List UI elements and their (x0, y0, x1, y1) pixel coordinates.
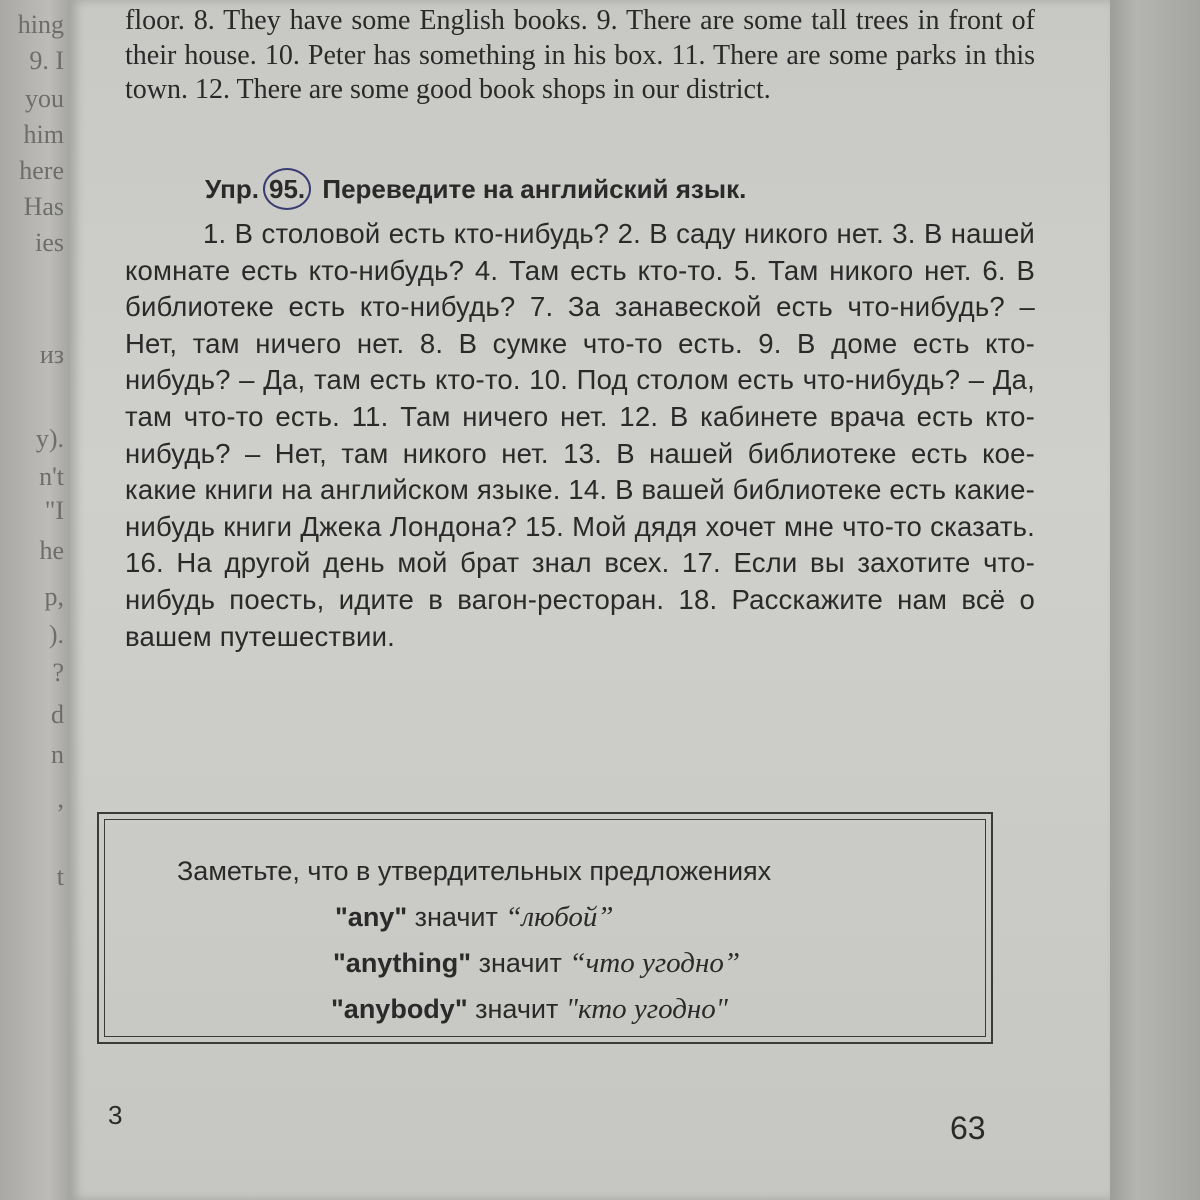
note-box (97, 812, 993, 1044)
adjacent-page-edge (0, 0, 70, 1200)
note-verb: значит (467, 994, 566, 1024)
note-term: "anything" (333, 948, 472, 978)
note-line-any (105, 894, 985, 940)
page-number: 63 (950, 1110, 986, 1146)
note-line-anybody (105, 986, 985, 1032)
adjacent-page-fragment: Has (23, 192, 64, 221)
adjacent-page-fragment: , (57, 784, 64, 813)
signature-mark: 3 (108, 1100, 123, 1130)
note-intro: Заметьте, что в утвердительных предложениях (177, 856, 772, 886)
note-term: "any" (335, 902, 408, 932)
note-line-anything (105, 940, 985, 986)
adjacent-page-fragment: hing (17, 10, 64, 39)
exercise-prefix: Упр. (205, 174, 259, 204)
adjacent-page-fragment: y). (35, 424, 64, 453)
exercise-body: 1. В столовой есть кто-нибудь? 2. В саду никого нет. 3. В нашей комнате есть кто-нибудь? 4. Там есть кто-то. 5. Там никого нет. 6. В библиотеке есть кто-нибудь? 7. За занавеской есть что-нибудь? – Нет, там ничего нет. 8. В сумке что-то есть. 9. В доме есть кто-нибудь? – Да, там есть кто-то. 10. Под столом есть что-нибудь? – Да, там что-то есть. 11. Там ничего нет. 12. В кабинете врача есть кто-нибудь? – Нет, там никого нет. 13. В нашей библиотеке есть кое-какие книги на английском языке. 14. В вашей библиотеке есть какие-нибудь книги Джека Лондона? 15. Мой дядя хочет мне что-то сказать. 16. На другой день мой брат знал всех. 17. Если вы захотите что-нибудь поесть, идите в вагон-ресторан. 18. Расскажите нам всё о вашем путешествии. (125, 218, 1035, 652)
note-meaning: “что угодно” (569, 947, 740, 979)
adjacent-page-fragment: ). (48, 620, 64, 649)
textbook-page (70, 0, 1110, 1200)
adjacent-page-fragment: you (25, 84, 64, 113)
note-term: "anybody" (331, 994, 468, 1024)
note-meaning: “любой” (505, 901, 614, 933)
adjacent-page-fragment: ies (35, 228, 64, 257)
adjacent-page-fragment: him (23, 120, 64, 149)
adjacent-page-fragment: из (39, 340, 64, 369)
exercise-title: Переведите на английский язык. (322, 174, 747, 204)
adjacent-page-fragment: t (56, 862, 64, 891)
exercise-heading (205, 168, 746, 210)
adjacent-page-fragment: d (51, 700, 64, 729)
note-verb: значит (407, 902, 506, 932)
previous-exercise-text: floor. 8. They have some English books. 9. There are some tall trees in front of their house. 10. Peter has something in his box. 11. There are some parks in this town. 12. There are some good book shops in our district. (125, 5, 1035, 105)
adjacent-page-fragment: n't (39, 462, 64, 491)
adjacent-page-fragment: ? (52, 658, 64, 687)
note-inner-frame (104, 819, 986, 1037)
adjacent-page-fragment: he (39, 536, 64, 565)
note-meaning: "кто угодно" (565, 993, 728, 1025)
adjacent-page-fragment: 9. I (29, 46, 64, 75)
exercise-number: 95. (263, 168, 311, 210)
adjacent-page-fragment: "I (44, 496, 64, 525)
adjacent-page-fragment: n (51, 740, 64, 769)
right-page-edge (1110, 0, 1200, 1200)
adjacent-page-fragment: here (19, 156, 64, 185)
adjacent-page-fragment: p, (44, 582, 64, 611)
note-verb: значит (471, 948, 570, 978)
